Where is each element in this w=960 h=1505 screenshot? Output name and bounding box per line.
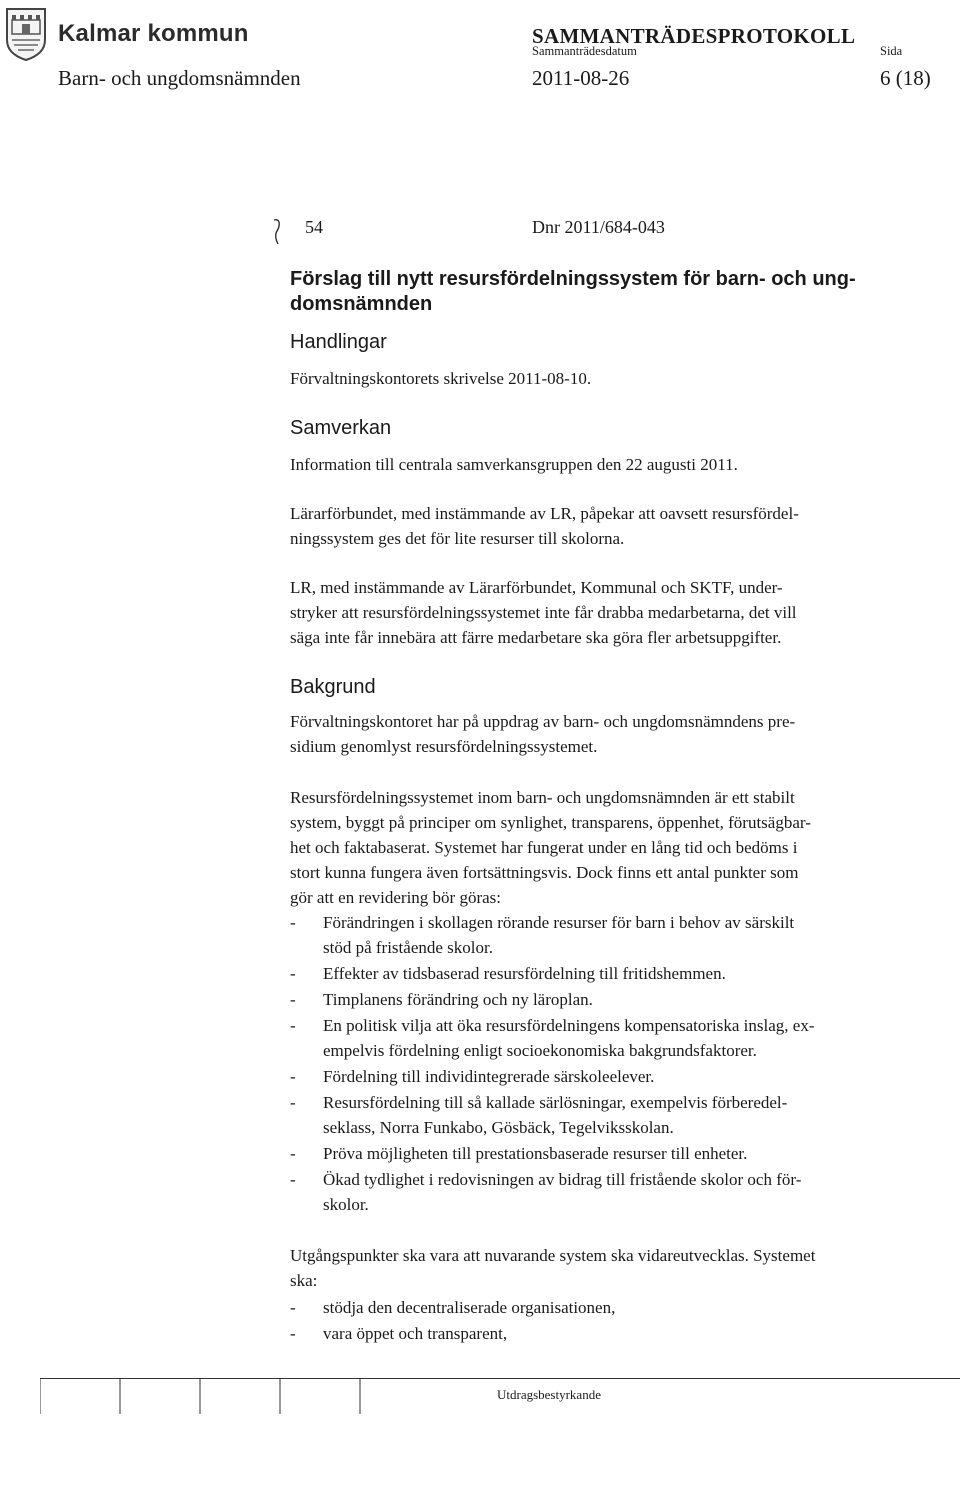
text-line: seklass, Norra Funkabo, Gösbäck, Tegelviksskolan. [323,1118,674,1137]
kalmar-crest-logo [4,6,48,62]
bakgrund-paragraph [290,709,942,759]
section-sign-icon [272,218,288,246]
samverkan-paragraph [290,575,942,650]
list-item [290,1141,942,1166]
text-line: Ökad tydlighet i redovisningen av bidrag till fristående skolor och för- [323,1170,802,1189]
text-line: LR, med instämmande av Lärarförbundet, Kommunal och SKTF, under- [290,578,783,597]
bakgrund-paragraph [290,1243,942,1293]
text-line: Förändringen i skollagen rörande resurser för barn i behov av särskilt [323,913,795,932]
list-item [290,1295,942,1320]
section-title-line: domsnämnden [290,293,433,315]
text-line: Utgångspunkter ska vara att nuvarande system ska vidareutvecklas. Systemet [290,1246,816,1265]
text-line: sidium genomlyst resursfördelningssystemet. [290,737,598,756]
footer-label: Utdragsbestyrkande [497,1387,601,1402]
section-title-line: Förslag till nytt resursfördelningssystem för barn- och ung- [290,268,856,290]
list-item [290,987,942,1012]
signature-boxes [40,1378,440,1414]
page-label: Sida [880,44,903,58]
text-line: Resursfördelningssystemet inom barn- och ungdomsnämnden är ett stabilt [290,788,795,807]
committee-name: Barn- och ungdomsnämnden [58,66,301,90]
text-line: Pröva möjligheten till prestationsbaserade resurser till enheter. [323,1144,748,1163]
bakgrund-paragraph [290,785,942,910]
dash-bullet: - [290,964,296,983]
dash-bullet: - [290,1016,296,1035]
dash-bullet: - [290,1170,296,1189]
list-item [290,1167,942,1217]
dash-bullet: - [290,1298,296,1317]
text-line: stryker att resursfördelningssystemet inte får drabba medarbetarna, det vill [290,603,797,622]
meeting-date-label: Sammanträdesdatum [532,44,637,58]
text-line: säga inte får innebära att färre medarbetare ska göra fler arbetsuppgifter. [290,628,782,647]
org-name: Kalmar kommun [58,20,249,47]
handlingar-heading: Handlingar [290,331,387,353]
text-line: empelvis fördelning enligt socioekonomiska bakgrundsfaktorer. [323,1041,757,1060]
dash-bullet: - [290,990,296,1009]
text-line: skolor. [323,1195,369,1214]
samverkan-text: Information till centrala samverkansgruppen den 22 augusti 2011. [290,455,738,474]
text-line: vara öppet och transparent, [323,1324,508,1343]
dash-bullet: - [290,1093,296,1112]
dash-bullet: - [290,1144,296,1163]
list-item [290,961,942,986]
revision-points-list [290,910,942,1218]
text-line: Effekter av tidsbaserad resursfördelning till fritidshemmen. [323,964,726,983]
page-number: 6 (18) [880,66,931,90]
protocol-title: SAMMANTRÄDESPROTOKOLL [532,24,856,48]
text-line: En politisk vilja att öka resursfördelningens kompensatoriska inslag, ex- [323,1016,815,1035]
diary-number: Dnr 2011/684-043 [532,217,665,237]
starting-points-list [290,1295,942,1347]
bakgrund-heading: Bakgrund [290,676,376,698]
list-item [290,910,942,960]
text-line: Förvaltningskontoret har på uppdrag av barn- och ungdomsnämndens pre- [290,712,796,731]
handlingar-text: Förvaltningskontorets skrivelse 2011-08-10. [290,369,592,388]
text-line: stöd på fristående skolor. [323,938,493,957]
dash-bullet: - [290,1067,296,1086]
text-line: stort kunna fungera även fortsättningsvis. Dock finns ett antal punkter som [290,863,799,882]
text-line: ningssystem ges det för lite resurser till skolorna. [290,529,625,548]
list-item [290,1013,942,1063]
list-item [290,1321,942,1346]
text-line: gör att en revidering bör göras: [290,888,502,907]
text-line: het och faktabaserat. Systemet har fungerat under en lång tid och bedöms i [290,838,798,857]
text-line: system, byggt på principer om synlighet, transparens, öppenhet, förutsägbar- [290,813,811,832]
samverkan-paragraph [290,501,942,551]
text-line: Timplanens förändring och ny läroplan. [323,990,593,1009]
text-line: Fördelning till individintegrerade särskoleelever. [323,1067,655,1086]
text-line: stödja den decentraliserade organisationen, [323,1298,616,1317]
text-line: ska: [290,1271,318,1290]
list-item [290,1064,942,1089]
dash-bullet: - [290,913,296,932]
dash-bullet: - [290,1324,296,1343]
samverkan-heading: Samverkan [290,417,392,439]
text-line: Resursfördelning till så kallade särlösningar, exempelvis förberedel- [323,1093,788,1112]
text-line: Lärarförbundet, med instämmande av LR, påpekar att oavsett resursfördel- [290,504,799,523]
section-number: 54 [305,217,323,237]
meeting-date: 2011-08-26 [532,66,630,90]
list-item [290,1090,942,1140]
section-title [290,267,942,317]
